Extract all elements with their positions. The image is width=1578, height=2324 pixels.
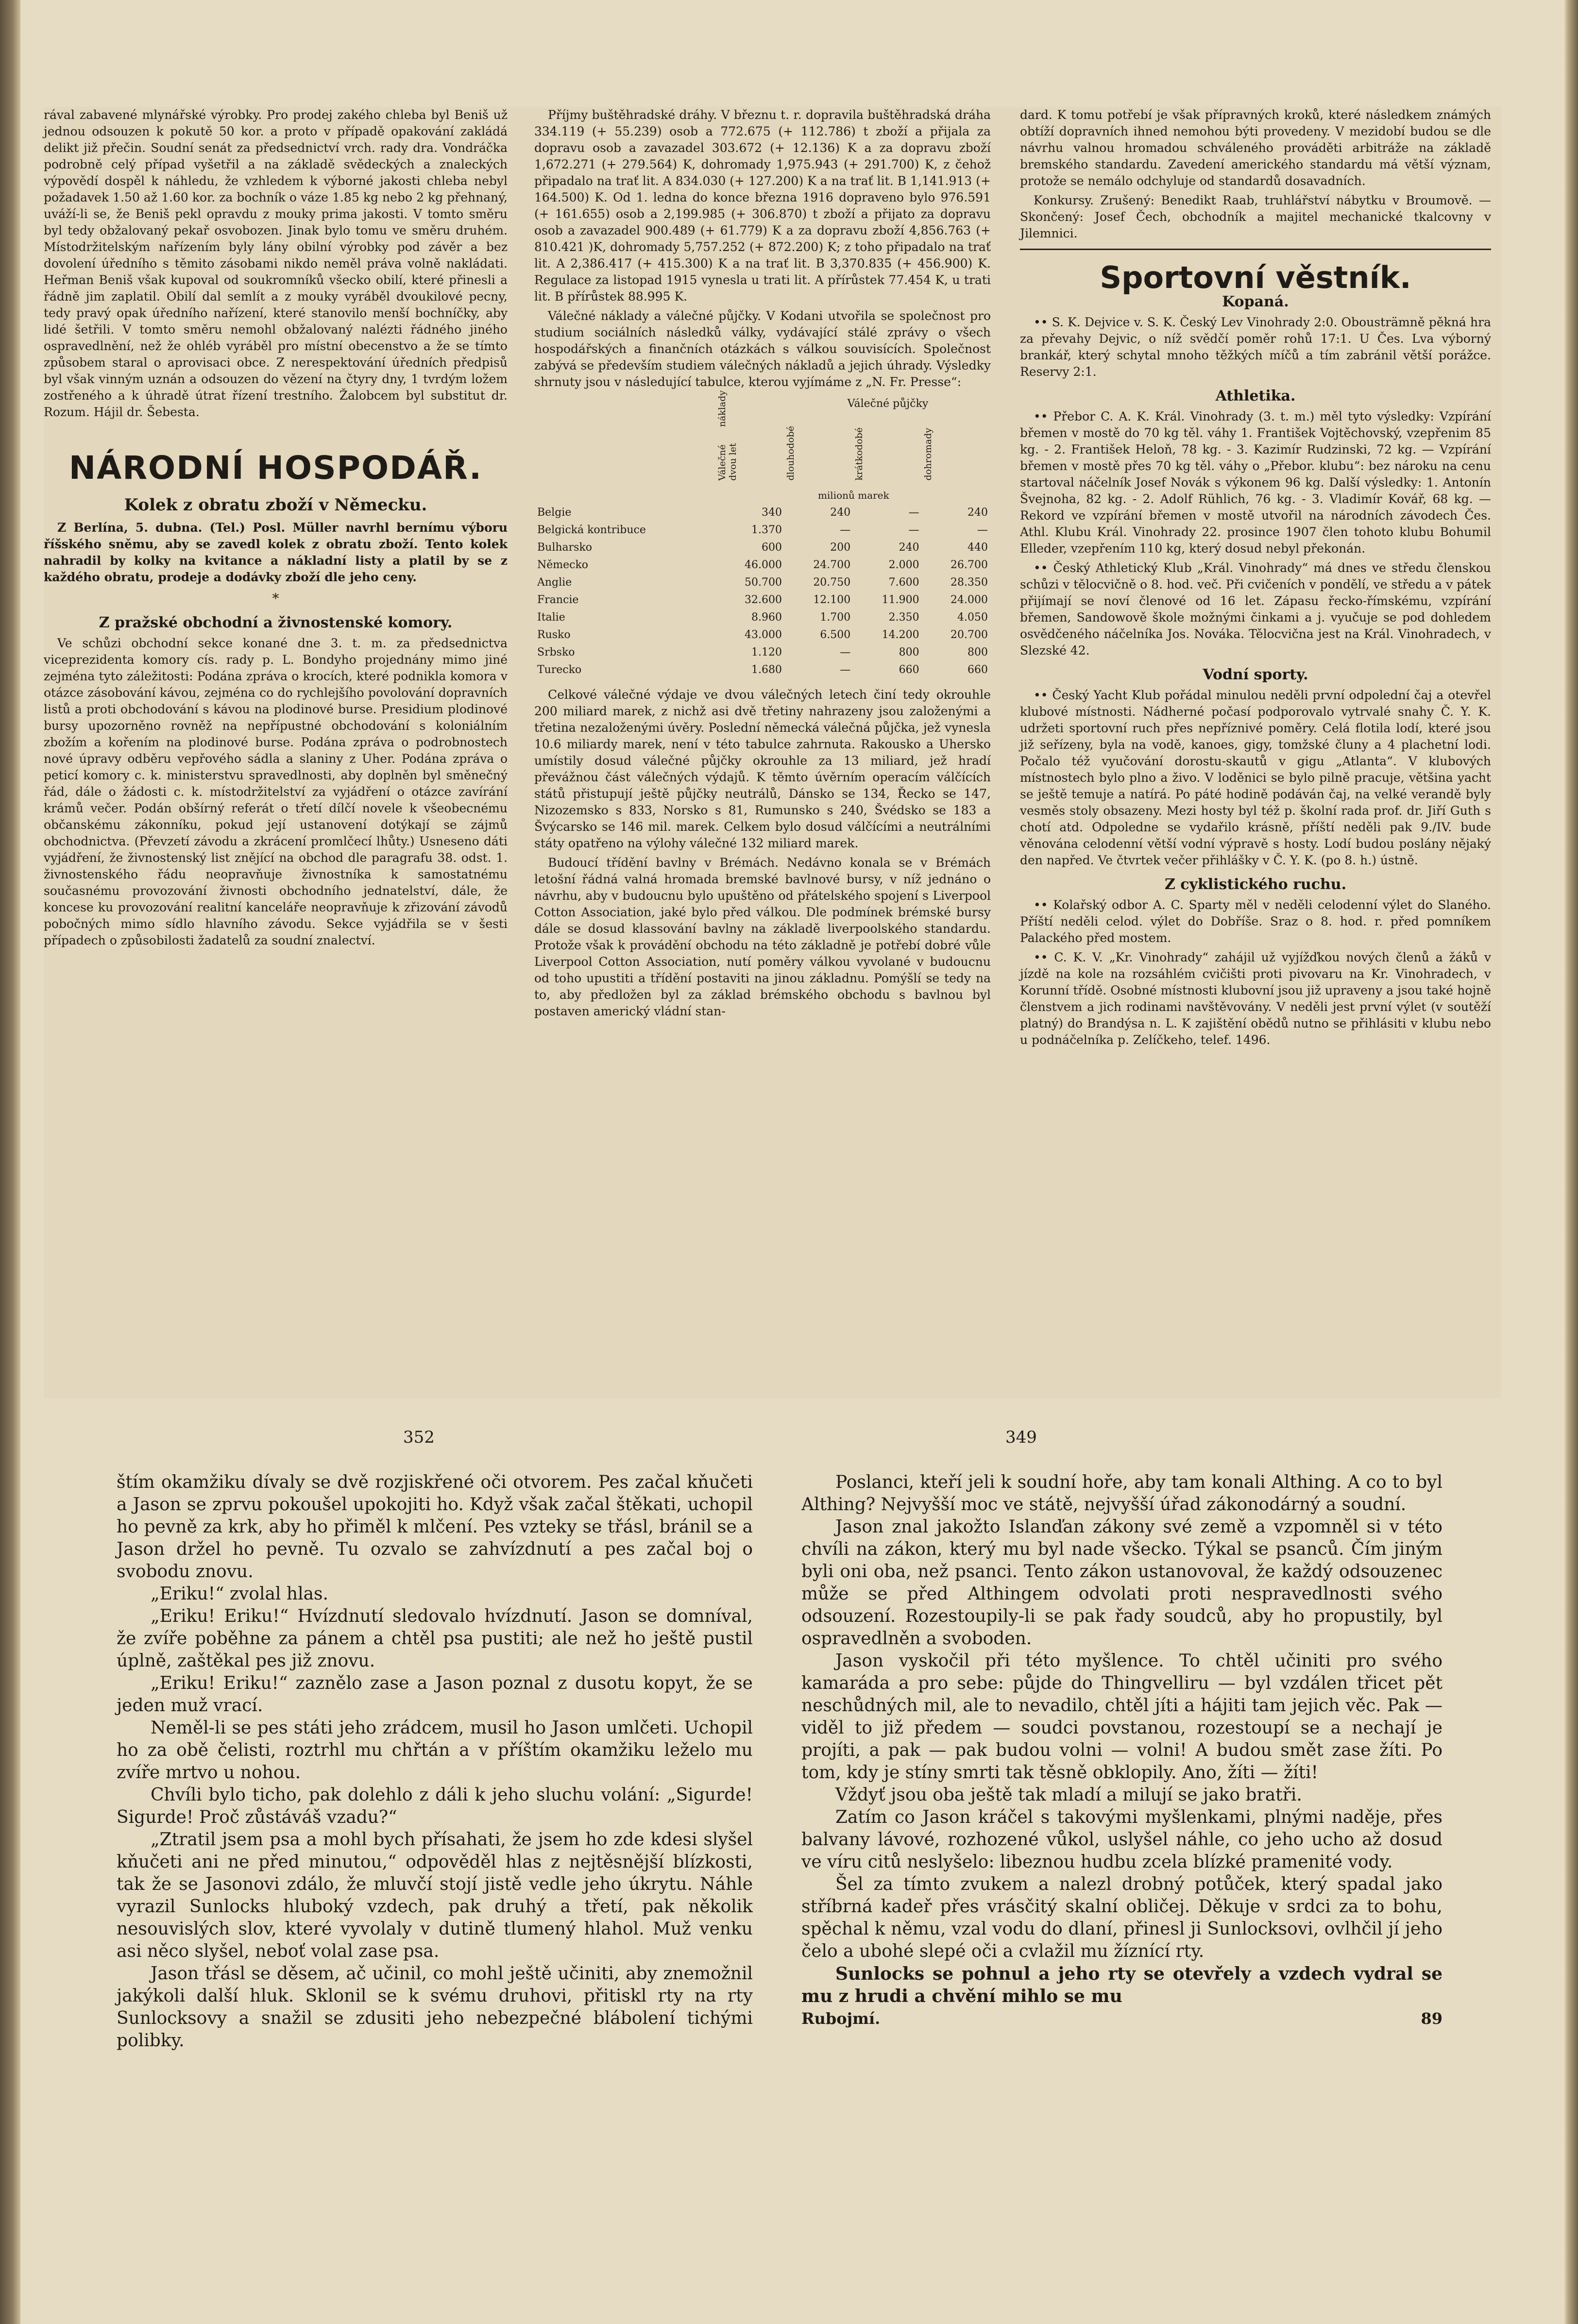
book-paragraph: „Eriku! Eriku!“ zaznělo zase a Jason poznal z dusotu kopyt, že se jeden muž vrací. (117, 1673, 753, 1716)
table-cell: 6.500 (820, 629, 851, 641)
header-text: krátkodobé (854, 427, 865, 481)
table-cell: 14.200 (882, 629, 919, 641)
table-cell: 28.350 (950, 576, 988, 589)
table-cell: 660 (899, 664, 919, 676)
newspaper-clipping (44, 107, 1501, 1398)
table-cell: 240 (967, 506, 988, 519)
table-cell: 240 (899, 541, 919, 554)
header-text: dohromady (922, 428, 933, 481)
divider (1020, 249, 1491, 250)
book-paragraph: Jason vyskočil při této myšlence. To chtěl učiniti pro svého kamaráda a pro sebe: půjde do Thingvelliru — byl vzdálen třicet pět neschůdných mil, ale to nevadilo, chtěl jíti a hájiti tam jejich věc. Pak — viděl to již předem — soudci povstanou, rozestoupí se a nechají je projíti, a pak — pak budou volni — volni! A budou smět zase žíti. Po tom, kdy je stíny smrti tak těsně obklopily. Ano, žíti — žíti! (801, 1651, 1442, 1783)
book-paragraph: Zatím co Jason kráčel s takovými myšlenkami, plnými naděje, přes balvany lávové, rozhozené vůkol, uslyšel náhle, co jeho ucho až dosud ve víru citů neslyšelo: libeznou hudbu zcela blízké pramenité vody. (801, 1807, 1442, 1872)
book-paragraph: Šel za tímto zvukem a nalezl drobný potůček, který spadal jako stříbrná kadeř přes vrásčitý skalní obličej. Děkuje v srdci za to bohu, spěchal k němu, vzal vodu do dlaní, přinesl ji Sunlocksovi, ovlhčil jí jeho čelo a ubohé slepé oči a cvlažil mu žíznící rty. (801, 1874, 1442, 1961)
table-header-dlouhodobe (785, 413, 853, 487)
table-row (534, 574, 991, 591)
cyklo-text: •• Kolařský odbor A. C. Sparty měl v neděli celodenní výlet do Slaného. Příští neděli celod. výlet do Dobříše. Sraz o 8. hod. r. před pomníkem Palackého před mostem. (1020, 898, 1491, 945)
kopana-text: •• S. K. Dejvice v. S. K. Český Lev Vinohrady 2:0. Obousträmně pěkná hra za převahy Dejvic, o níž svědčí poměr rohů 17:1. U Čes. Lva výborný brankář, který schytal mnoho těžkých míčů a tím zabránil větší porážce. Reservy 2:1. (1020, 315, 1491, 379)
table-cell: 1.680 (751, 664, 782, 676)
table-cell: 24.000 (950, 594, 988, 606)
table-cell-country: Turecko (537, 664, 582, 676)
book-paragraph: „Eriku! Eriku!“ Hvízdnutí sledovalo hvízdnutí. Jason se domníval, že zvíře poběhne za pánem a chtěl psa pustiti; ale než ho ještě pustil úplně, zaštěkal pes již znovu. (117, 1606, 753, 1671)
table-cell (534, 487, 716, 504)
table-row (534, 626, 991, 644)
table-row (534, 522, 991, 539)
newspaper-column-1 (44, 107, 508, 1398)
section-title-sport: Sportovní věstník. (1100, 260, 1411, 295)
table-cell: 26.700 (950, 559, 988, 571)
table-cell-country: Italie (537, 611, 565, 623)
header-text: Válečné náklady dvou let (716, 390, 738, 481)
table-cell-country: Belgická kontribuce (537, 524, 646, 536)
war-loans-table (534, 390, 991, 679)
book-paragraph: Jason znal jakožto Islanďan zákony své země a vzpomněl si v této chvíli na zákon, který mu byl nade všecko. Týkal se psanců. Čím jiným byli oni oba, než psanci. Tento zákon ustanovoval, že každý odsouzenec může se před Althingem odvolati proti nespravedlnosti svého odsouzení. Rozestoupily-li se pak řady soudců, aby ho propustily, byl ospravedlněn a svoboden. (801, 1517, 1442, 1649)
table-cell: 600 (761, 541, 782, 554)
subsection-kopana: Kopaná. (1222, 293, 1289, 310)
table-cell: 4.050 (957, 611, 988, 623)
header-text: dlouhodobé (785, 426, 796, 481)
book-paragraph: Chvíli bylo ticho, pak dolehlo z dáli k jeho sluchu volání: „Sigurde! Sigurde! Proč zůstáváš vzadu?“ (117, 1785, 753, 1827)
table-cell-country: Srbsko (537, 646, 575, 658)
table-cell: 24.700 (813, 559, 851, 571)
page-number-left: 352 (403, 1428, 435, 1447)
table-cell: 50.700 (744, 576, 782, 589)
table-header-kratkodobe (853, 413, 922, 487)
table-cell-country: Bulharsko (537, 541, 593, 554)
table-cell-country: Belgie (537, 506, 572, 519)
signature-mark: Rubojmí. (801, 2009, 881, 2028)
table-cell: 7.600 (888, 576, 919, 589)
table-cell: 240 (830, 506, 851, 519)
table-row (534, 609, 991, 626)
newspaper-column-3 (1020, 107, 1491, 1398)
table-cell: 43.000 (744, 629, 782, 641)
table-cell: 800 (899, 646, 919, 658)
atletika-text: •• Přebor C. A. K. Král. Vinohrady (3. t. m.) měl tyto výsledky: Vzpírání břemen v mostě do 70 kg těl. váhy 1. František Vojtěchovský, vzepřenim 85 kg. - 2. František Heloň, 78 kg. - 3. Kazimír Rudzinski, 72 kg. — Vzpírání břemen v mostě přes 70 kg těl. váhy o „Přebor. klubu“: bez nároku na cenu startoval náčelník Josef Novák s výkonem 96 kg. Další výsledky: 1. Antonín Švejnoha, 82 kg. - 2. Adolf Rühlich, 76 kg. - 3. Vladimír Kovář, 68 kg. — Rekord ve vzpírání břemen v mostě utvořil na národních závodech Čes. Athl. Klubu Král. Vinohrady 22. prosince 1907 člen tohoto klubu Bohumil Elleder, vzepřením 110 kg, který dosud nebyl překonán. (1020, 409, 1491, 556)
table-cell-country: Francie (537, 594, 579, 606)
cyklo-text-2: •• C. K. V. „Kr. Vinohrady“ zahájil už vyjížďkou nových členů a žáků v jízdě na kole na rozsáhlém cvičišti proti pivovaru na Kr. Vinohradech, v Korunní třídě. Osobné místnosti klubovní jsou již upraveny a jsou také hojně členstvem a jich rodinami navštěvovány. V neděli jest první výlet (v soutěží platný) do Brandýsa n. L. K zajištění obědů nutno se přihlásiti v klubu nebo u podnáčelníka p. Zelíčkeho, telef. 1496. (1020, 950, 1491, 1047)
table-cell: 800 (967, 646, 988, 658)
article-text-konkursy: Konkursy. Zrušený: Benedikt Raab, truhlářství nábytku v Broumově. — Skončený: Josef Čech, obchodník a majitel mechanické tkalcovny v Jilemnici. (1020, 193, 1491, 240)
page-outer-edge (1564, 0, 1578, 2324)
table-row (534, 661, 991, 679)
article-text-komora: Ve schůzi obchodní sekce konané dne 3. t. m. za předsednictva viceprezidenta komory cís. rady p. L. Bondyho projednány mimo jiné zejména tyto záležitosti: Podána zpráva o krocích, které podnikla komora v otázce zásobování kávou, zejména co do rychlejšího povolování dopravních listů a proti obchodování s kávou na plodinové burse. Presidium plodinové bursy upozorněno rovněž na nepřípustné obchodování s koloniálním zbožím a kořením na plodinové burse. Podána zpráva o podrobnostech nové úpravy odběru vepřového sádla a slaniny z Uher. Podána zpráva o peticí komory c. k. ministerstvu spravedlnosti, aby doplněn byl směnečný řád, dále o žádosti c. k. místodržitelství za vyjádření o otázce zavírání krámů večer. Podán obšírný referát o třetí dílčí novele k všeobecnému občanskému zákonníku, pokud její ustanovení dotýkají se zájmů obchodnictva. (Převzetí závodu a zkrácení promlčecí lhůty.) Usneseno dáti vyjádření, že živnostenský list znějící na obchod dle paragrafu 38. odst. 1. živnostenského řádu neopravňuje živnostníka k samostatnému současnému provozování živnosti obchodního jednatelství, dále, že koncese ku provozování realitní kanceláře neopravňuje k zřizování závodů pobočných mimo sídlo hlavního závodu. Sekce vyjádřila se v šesti případech o způsobilosti žadatelů za soudní znalectví. (44, 636, 508, 947)
article-headline-kolek: Kolek z obratu zboží v Německu. (124, 495, 427, 515)
signature-number: 89 (1421, 2009, 1442, 2028)
table-cell: 8.960 (751, 611, 782, 623)
subsection-vodni-sporty: Vodní sporty. (1203, 666, 1308, 683)
article-text-bavlna: Budoucí třídění bavlny v Brémách. Nedávno konala se v Brémách letošní řádná valná hromada bremské bavlnové bursy, v níž jednáno o návrhu, aby v budoucnu bylo upuštěno od přátelského spojení s Liverpool Cotton Association, jaké bylo před válkou. Dle podmínek brémské bursy dále se dosud klassování bavlny na základě liverpoolského standardu. Protože však k provádění obchodu na této základně je potřebí dobré vůle Liverpool Cotton Association, nutí poměry válkou vyvolané v budoucnu od toho upustiti a třídění postaviti na jinou základnu. Pomýšlí se tedy na to, aby předložen byl za základ brémského obchodu s bavlnou byl postaven americký vládní stan- (534, 856, 991, 1018)
table-cell: — (908, 524, 919, 536)
table-cell-country: Anglie (537, 576, 572, 589)
table-cell-country: Rusko (537, 629, 571, 641)
table-cell: 20.700 (950, 629, 988, 641)
article-text-kolek: Z Berlína, 5. dubna. (Tel.) Posl. Müller navrhl bernímu výboru říšského sněmu, aby se zavedl kolek z obratu zboží. Tento kolek nahradil by kolky na kvitance a nákladní listy a platil by se z každého obratu, prodeje a dodávky zboží dle jeho ceny. (44, 521, 508, 584)
table-unit: milionů marek (817, 489, 889, 501)
newspaper-column-2 (534, 107, 991, 1398)
book-paragraph: Neměl-li se pes státi jeho zrádcem, musil ho Jason umlčeti. Uchopil ho za obě čelisti, roztrhl mu chřtán a v příštím okamžiku leželo mu zvíře mrtvo u nohou. (117, 1718, 753, 1783)
table-cell: 660 (967, 664, 988, 676)
book-page-footer (801, 2007, 1442, 2030)
book-paragraph: „Ztratil jsem psa a mohl bych přísahati, že jsem ho zde kdesi slyšel kňučeti ani ne před minutou,“ odpověděl hlas z nejtěsnější blízkosti, tak že se Jasonovi zdálo, že mluvčí stojí jistě vedle jeho úkrytu. Náhle vyrazil Sunlocks hluboký vzdech, pak druhý a třetí, pak několik nesouvislých slov, které vyvolaly v dutině tlumený hlahol. Muž venku asi něco slyšel, neboť volal zase psa. (117, 1830, 753, 1961)
table-cell: — (908, 506, 919, 519)
book-paragraph: Jason třásl se děsem, ač učinil, co mohl ještě učiniti, aby znemožnil jakýkoli další hluk. Sklonil se k svému druhovi, přitiskl rty na rty Sunlocksovy a snažil se zdusiti jeho nebezpečné blábolení tichými polibky. (117, 1964, 753, 2051)
book-paragraph: „Eriku!“ zvolal hlas. (151, 1584, 328, 1604)
court-report-paragraph: rával zabavené mlynářské výrobky. Pro prodej zakého chleba byl Beniš už jednou odsouzen k pokutě 50 kor. a proto v případě opakování zakládá delikt již přečin. Soudní senát za předsednictví vrch. rady dra. Vondráčka podrobně celý případ vyšetřil a na základě svědeckých a znaleckých výpovědí dospěl k náhledu, že vzhledem k výborné jakosti chleba nebyl požadavek 1.50 až 1.60 kor. za bochník o váze 1.85 kg nebo 2 kg přehnaný, uváží-li se, že Beniš pekl opravdu z mouky prima jakosti. V tomto směru byl tedy obžalovaný pekař osvobozen. Jinak bylo tomu ve směru druhém. Místodržitelským nařízením byly lány obilní výrobky pod závěr a bez dovolení úředního s těmito zásobami nikdo neměl práva volně nakládati. Heřman Beniš však kupoval od soukromníků všecko obilí, které přinesli a řádně jim zaplatil. Obilí dal semlít a z mouky vyráběl dvoukilové pecny, tedy pravý opak úředního nařízení, které stanovilo menší bochníčky, aby lidé šetřili. V tomto směru nemohl obžalovaný nalézti řádného jiného ospravedlnění, než že ohléb vyráběl pro místní obecenstvo a že se tímto způsobem staral o aprovisaci obce. Z nerespektování úředních předpisů byl však vinným uznán a odsouzen do vězení na čtyry dny, 1 tvrdým ložem zostřeného a k úhradě útrat řízení trestního. Žalobcem byl substitut dr. Rozum. Hájil dr. Šebesta. (44, 108, 508, 419)
book-paragraph: Vždyť jsou oba ještě tak mladí a milují se jako bratři. (835, 1785, 1302, 1805)
table-cell: 1.120 (751, 646, 782, 658)
book-page-right (801, 1471, 1442, 2030)
table-cell: 1.370 (751, 524, 782, 536)
table-cell: 46.000 (744, 559, 782, 571)
table-corner (534, 395, 716, 487)
table-row (534, 539, 991, 556)
book-paragraph: Sunlocks se pohnul a jeho rty se otevřely a vzdech vydral se mu z hrudi a chvění mihlo se mu (801, 1964, 1442, 2006)
vodni-text: •• Český Yacht Klub pořádal minulou neděli první odpolední čaj a otevřel klubové místnosti. Nádherné počasí podporovalo vytrvalé snahy Č. Y. K. udržeti sportovní ruch přes nepříznivé poměry. Celá flotila lodí, které jsou již seřízeny, byla na vodě, kanoes, gigy, tomžské čluny a 4 plachetní lodi. Počalo též vyučování dorostu-skautů v gigu „Atlanta“. V klubových místnostech bylo plno a živo. V loděnici se bylo pilně pracuje, většina yacht se ještě temuje a natírá. Po páté hodině podáván čaj, na velké verandě byly vesměs stoly obsazeny. Mezi hosty byl též p. školní rada prof. dr. Jiří Guth s chotí atd. Odpoledne se vydařilo krásně, příští neděli pak 9./IV. bude věnována celodenní větší vodní výpravě s hosty. Lodí budou poslány nějaký den napřed. Ve čtvrtek večer přihlášky v Č. Y. K. (po 8. h.) ústně. (1020, 688, 1491, 867)
table-cell: 340 (761, 506, 782, 519)
table-cell: — (977, 524, 988, 536)
article-text-celkove: Celkové válečné výdaje ve dvou válečných letech činí tedy okrouhle 200 miliard marek, z nichž asi dvě třetiny nahrazeny jsou založenými a třetina nezaloženými úvěry. Poslední německá válečná půjčka, jež vynesla 10.6 miliardy marek, není v této tabulce zahrnuta. Rakousko a Uhersko umístily dosud válečné půjčky okrouhle za 13 miliard, jež hradí převážnou část válečných výdajů. K těmto úvěrním operacím válčících států přistupují ještě půjčky neutrálů, Dánsko se 134, Řecko se 147, Nizozemsko s 833, Norsko s 81, Rumunsko s 240, Švédsko se 183 a Švýcarsko se 146 mil. marek. Celkem bylo dosud válčícími a neutrálními státy opatřeno na výlohy válečné 132 miliard marek. (534, 688, 991, 850)
article-headline-komora: Z pražské obchodní a živnostenské komory. (99, 614, 453, 631)
article-text-valecne-naklady: Válečné náklady a válečné půjčky. V Kodani utvořila se společnost pro studium sociálních následků války, vydávající stálé zprávy o všech hospodářských a finančních otázkách s válkou souvisících. Společnost zabývá se především studiem válečných nákladů a jejich úhrady. Výsledky shrnuty jsou v následující tabulce, kterou vyjímáme z „N. Fr. Presse“: (534, 309, 991, 389)
article-text-bustehradska: Příjmy buštěhradské dráhy. V březnu t. r. dopravila buštěhradská dráha 334.119 (+ 55.239) osob a 772.675 (+ 112.786) t zboží a přijala za dopravu osob a zavazadel 303.672 (+ 12.136) K a za dopravu zboží 1,672.271 (+ 279.564) K, dohromady 1,975.943 (+ 291.700) K, z čehož připadalo na trať lit. A 834.030 (+ 127.200) K a na trať lit. B 1,141.913 (+ 164.500) K. Od 1. ledna do konce března 1916 dopraveno bylo 976.591 (+ 161.655) osob a 2,199.985 (+ 306.870) t zboží a přijato za dopravu osob a zavazadel 900.489 (+ 61.779) K a za dopravu zboží 4,856.763 (+ 810.421 )K, dohromady 5,757.252 (+ 872.200) K; z toho připadalo na trať lit. A 2,386.417 (+ 415.300) K a na trať lit. B 3,370.835 (+ 456.900) K. Regulace za listopad 1915 vynesla u trati lit. A přírůstek 77.454 K, u trati lit. B přírůstek 88.995 K. (534, 108, 991, 303)
table-group-header: Válečné půjčky (847, 398, 929, 410)
book-page-left (117, 1471, 753, 2052)
separator-star: * (272, 590, 279, 606)
table-row (534, 556, 991, 574)
atletika-text-2: •• Český Athletický Klub „Král. Vinohrady“ má dnes ve středu členskou schůzi v tělocvičně o 8. hod. več. Při cvičeních v pondělí, ve středu a v pátek přijímají se noví členové od 16 let. Zápasu řecko-římskému, vzpírání břemen, Sandowově škole možnými činkami a j. vyučuje se pod dohledem osvědčeného náčelníka Jos. Nováka. Tělocvična jest na Král. Vinohradech, v Slezské 42. (1020, 561, 1491, 657)
table-header-dohromady (922, 413, 991, 487)
table-cell: 2.000 (888, 559, 919, 571)
table-row (534, 504, 991, 522)
section-title-narodni-hospodar: NÁRODNÍ HOSPODÁŘ. (68, 449, 483, 487)
subsection-cyklo: Z cyklistického ruchu. (1164, 876, 1347, 893)
table-cell: — (840, 664, 851, 676)
subsection-atletika: Athletika. (1215, 387, 1296, 404)
table-cell: 1.700 (820, 611, 851, 623)
article-text-bavlna-cont: dard. K tomu potřebí je však přípravných kroků, které následkem známých obtíží dopravních ihned nemohou býti provedeny. V mezidobí budou se dle návrhu valnou hromadou schváleného prováděti arbitráže na základě bremského standardu. Zavedení amerického standardu má větší význam, protože se nemálo odchyluje od standardů dosavadních. (1020, 108, 1491, 188)
table-unit-row (534, 487, 991, 504)
table-cell: — (840, 646, 851, 658)
table-cell: 11.900 (882, 594, 919, 606)
table-cell: 12.100 (813, 594, 851, 606)
table-cell-country: Německo (537, 559, 589, 571)
page-binding-edge (0, 0, 20, 2324)
book-paragraph: štím okamžiku dívaly se dvě rozjiskřené oči otvorem. Pes začal kňučeti a Jason se zprvu pokoušel upokojiti ho. Když však začal štěkati, uchopil ho pevně za krk, aby ho přiměl k mlčení. Pes vztekу se třásl, bránil se a Jason držel ho pevně. Tu ozvalo se zahvízdnutí a pes začal boj o svobodu znovu. (117, 1472, 753, 1582)
table-cell: 20.750 (813, 576, 851, 589)
table-cell: — (840, 524, 851, 536)
table-cell: 440 (967, 541, 988, 554)
table-cell: 2.350 (888, 611, 919, 623)
table-cell: 200 (830, 541, 851, 554)
table-header-naklady (716, 390, 785, 487)
table-row (534, 591, 991, 609)
book-paragraph: Poslanci, kteří jeli k soudní hoře, aby tam konali Althing. A co to byl Althing? Nejvyšší moc ve státě, nejvyšší úřad zákonodárný a soudní. (801, 1472, 1442, 1515)
table-cell: 32.600 (744, 594, 782, 606)
table-row (534, 644, 991, 661)
page-number-right: 349 (1005, 1428, 1037, 1447)
